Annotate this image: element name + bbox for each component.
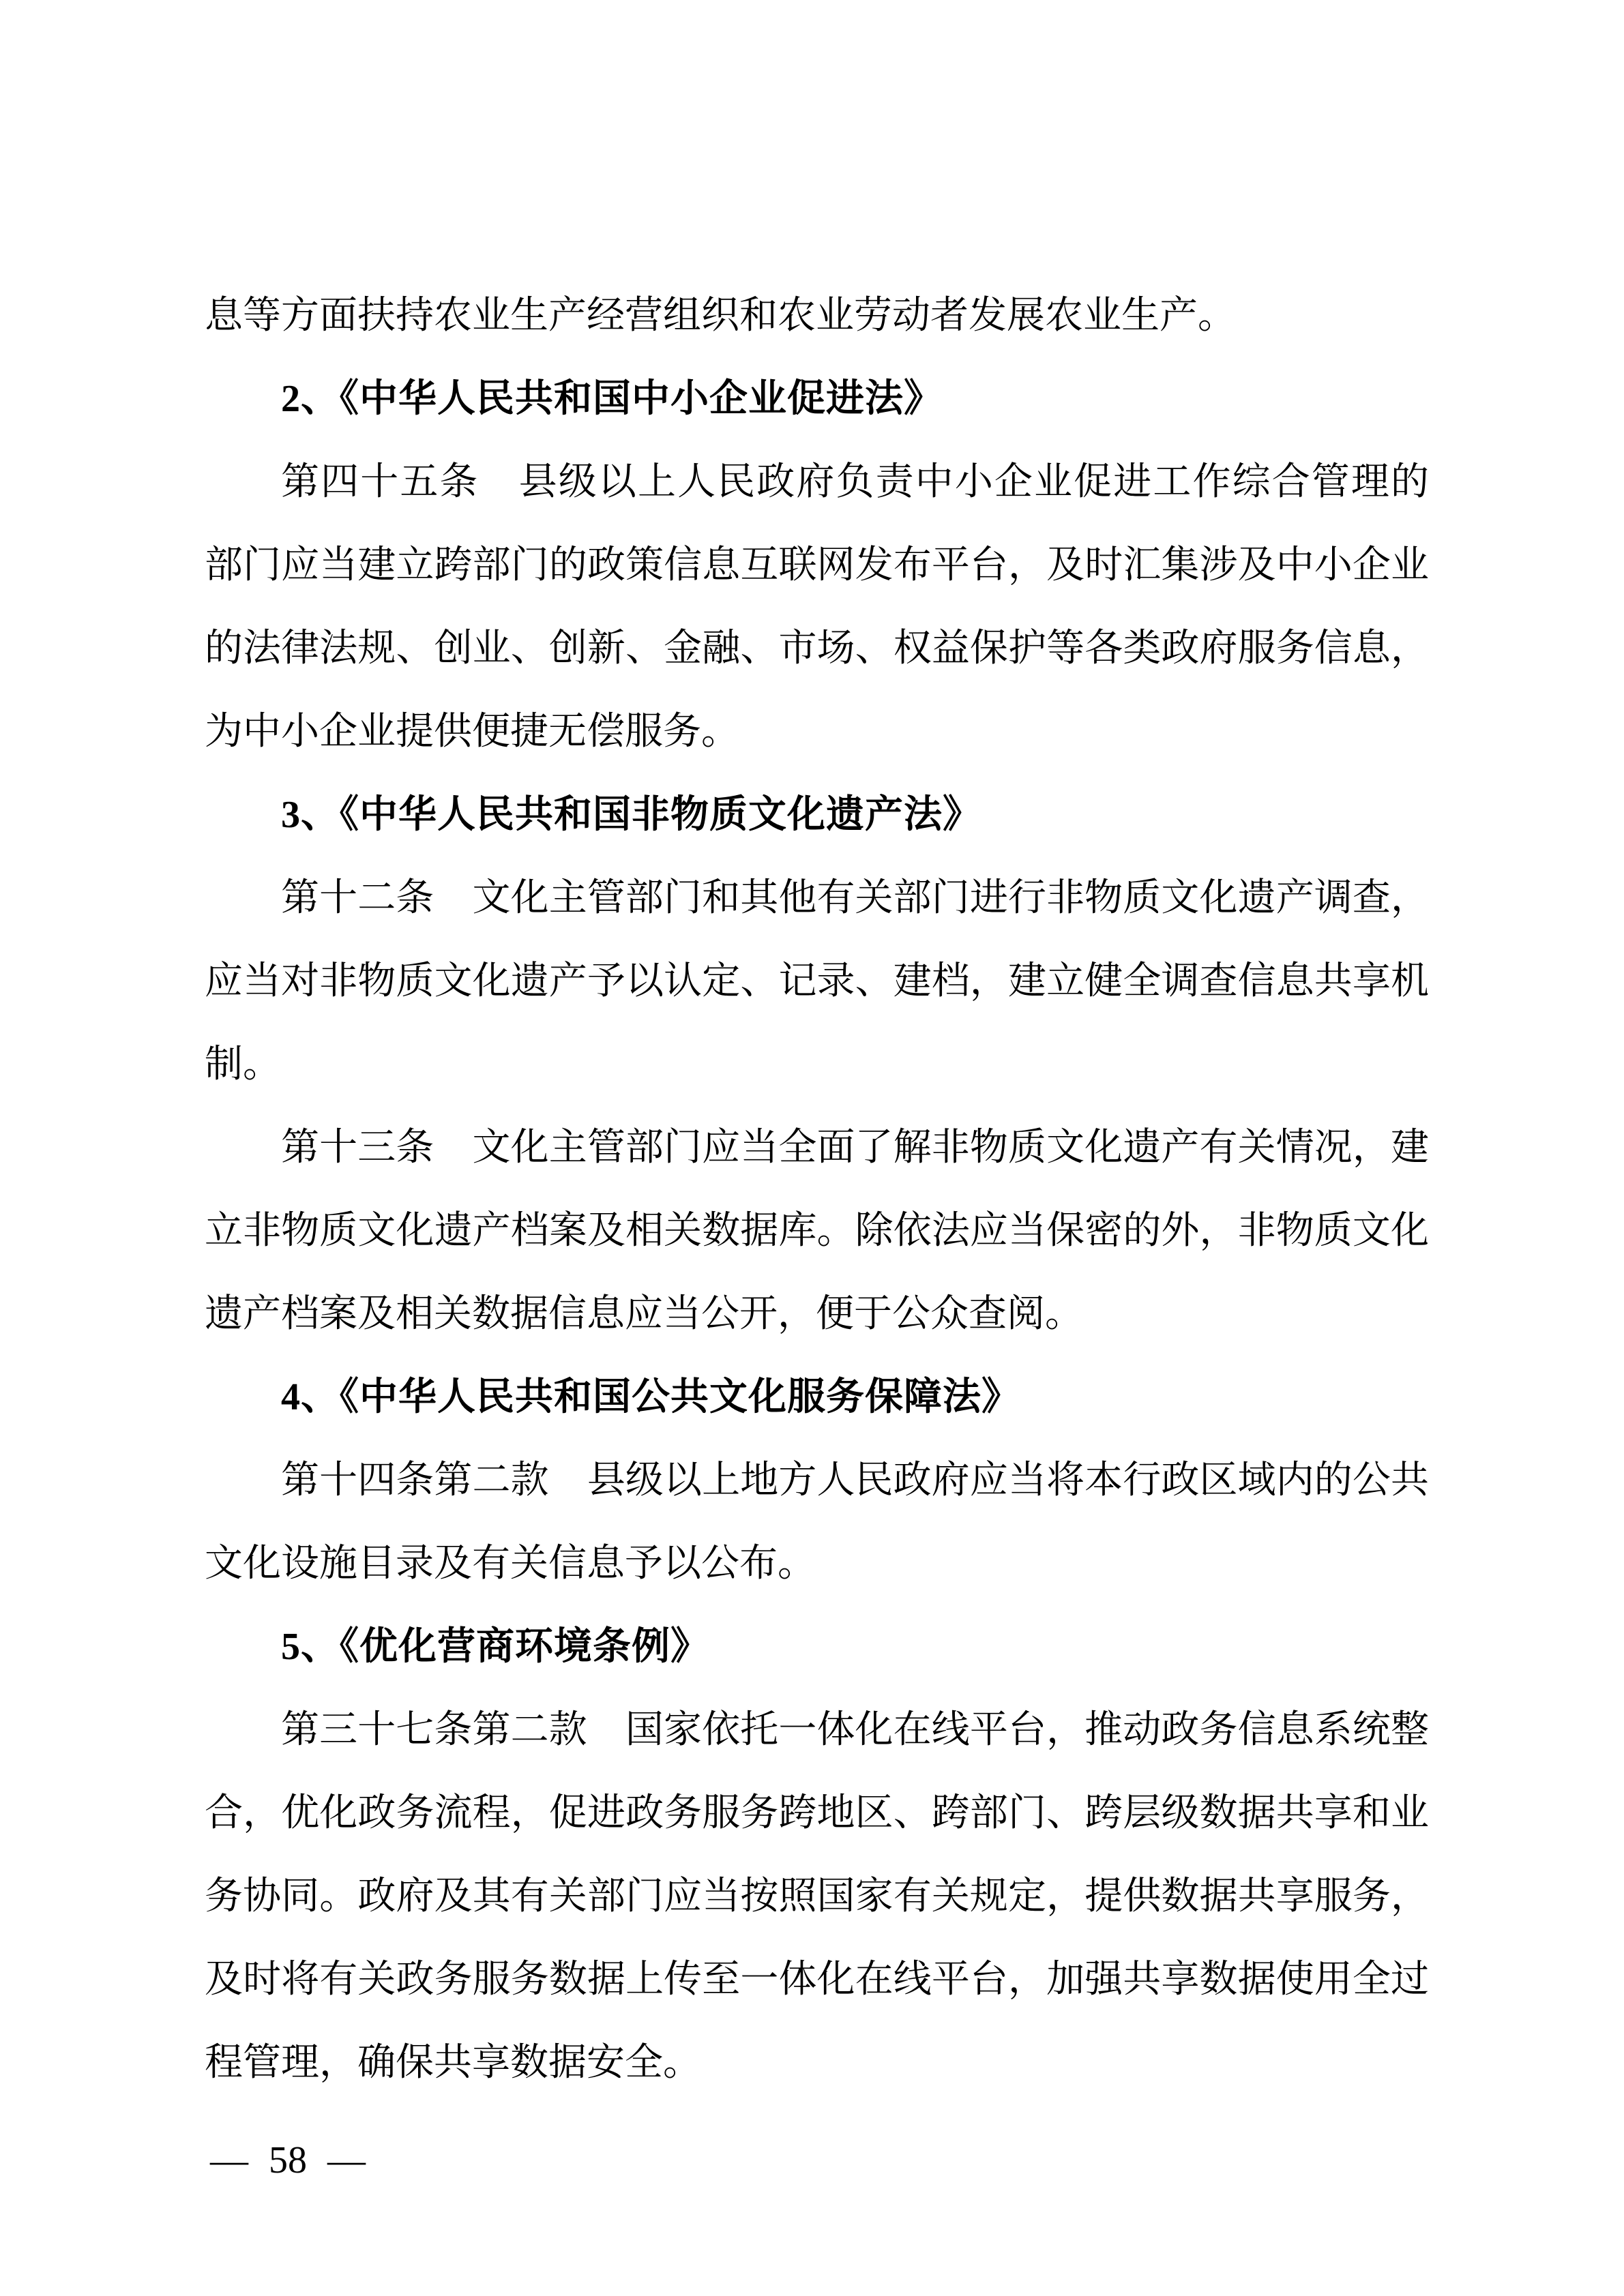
- article-line: 第四十五条 县级以上人民政府负责中小企业促进工作综合管理的: [281, 461, 1429, 503]
- article-line: 第十三条 文化主管部门应当全面了解非物质文化遗产有关情况，建: [281, 1127, 1429, 1169]
- article-line: 遗产档案及相关数据信息应当公开，便于公众查阅。: [205, 1293, 1083, 1335]
- article-line: 为中小企业提供便捷无偿服务。: [205, 711, 739, 753]
- section-heading-3: 3、《中华人民共和国非物质文化遗产法》: [281, 794, 981, 836]
- article-line: 程管理，确保共享数据安全。: [205, 2042, 701, 2084]
- section-heading-4: 4、《中华人民共和国公共文化服务保障法》: [281, 1376, 1020, 1418]
- document-body: [205, 274, 1429, 2104]
- article-line: 第十二条 文化主管部门和其他有关部门进行非物质文化遗产调查，: [281, 877, 1429, 919]
- article-line: 文化设施目录及有关信息予以公布。: [205, 1542, 816, 1585]
- article-line: 务协同。政府及其有关部门应当按照国家有关规定，提供数据共享服务，: [205, 1875, 1429, 1918]
- section-heading-5: 5、《优化营商环境条例》: [281, 1626, 709, 1668]
- article-line: 合，优化政务流程，促进政务服务跨地区、跨部门、跨层级数据共享和业: [205, 1792, 1429, 1834]
- footer-dash-right: —: [327, 2139, 366, 2181]
- intro-continuation-line: 息等方面扶持农业生产经营组织和农业劳动者发展农业生产。: [205, 295, 1236, 337]
- article-line: 及时将有关政务服务数据上传至一体化在线平台，加强共享数据使用全过: [205, 1958, 1429, 2001]
- article-line: 第十四条第二款 县级以上地方人民政府应当将本行政区域内的公共: [281, 1459, 1429, 1502]
- page-number: 58: [269, 2139, 307, 2181]
- article-line: 的法律法规、创业、创新、金融、市场、权益保护等各类政府服务信息，: [205, 627, 1429, 670]
- page-footer: [210, 2138, 366, 2182]
- footer-dash-left: —: [210, 2139, 248, 2181]
- article-line: 制。: [205, 1043, 281, 1086]
- article-line: 立非物质文化遗产档案及相关数据库。除依法应当保密的外，非物质文化: [205, 1210, 1429, 1252]
- article-line: 第三十七条第二款 国家依托一体化在线平台，推动政务信息系统整: [281, 1709, 1429, 1751]
- section-heading-2: 2、《中华人民共和国中小企业促进法》: [281, 378, 943, 420]
- article-line: 应当对非物质文化遗产予以认定、记录、建档，建立健全调查信息共享机: [205, 960, 1429, 1002]
- article-line: 部门应当建立跨部门的政策信息互联网发布平台，及时汇集涉及中小企业: [205, 544, 1429, 586]
